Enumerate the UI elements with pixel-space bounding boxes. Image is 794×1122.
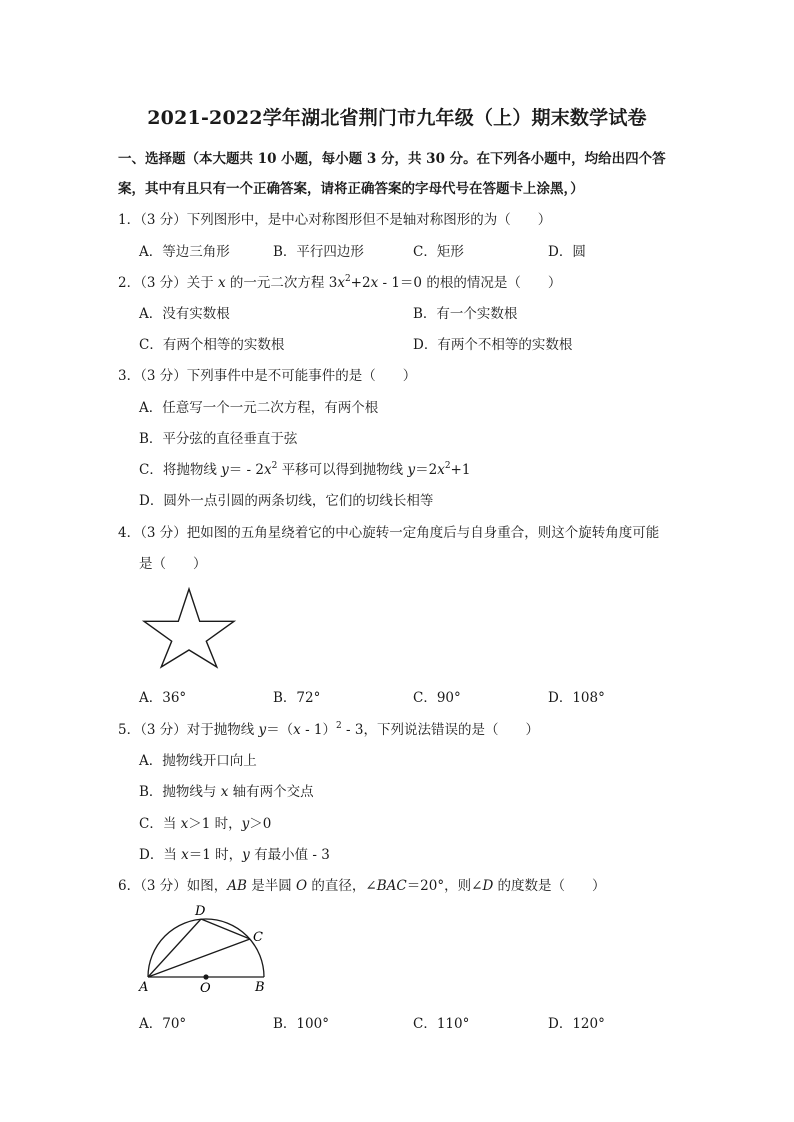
page-title: 2021-2022学年湖北省荆门市九年级（上）期末数学试卷 <box>147 107 647 129</box>
q4-option-c: C．90° <box>413 690 461 706</box>
q1-option-c: C．矩形 <box>413 244 464 260</box>
q5-option-d: D．当 x＝1 时，y 有最小值 - 3 <box>139 847 330 863</box>
q6-option-d: D．120° <box>548 1016 605 1032</box>
question-3-stem: 3．（3 分）下列事件中是不可能事件的是（ ） <box>118 368 417 384</box>
q6-option-b: B．100° <box>273 1016 329 1032</box>
question-1-stem: 1．（3 分）下列图形中，是中心对称图形但不是轴对称图形的为（ ） <box>118 212 552 228</box>
q3-option-c: C．将抛物线 $y= - 2x^2$ 平移可以得到抛物线 $y=2x^2+1$ <box>139 461 471 478</box>
label-d: D <box>195 904 206 919</box>
q3-option-a: A．任意写一个一元二次方程，有两个根 <box>139 400 379 416</box>
question-4-stem-line2: 是（ ） <box>139 556 207 572</box>
question-6-stem: 6．（3 分）如图，AB 是半圆 O 的直径，∠BAC＝20°，则∠D 的度数是（ ） <box>118 878 606 894</box>
q6-option-c: C．110° <box>413 1016 470 1032</box>
q3-option-d: D．圆外一点引圆的两条切线，它们的切线长相等 <box>139 493 434 509</box>
q2-option-d: D．有两个不相等的实数根 <box>413 337 573 353</box>
q4-option-d: D．108° <box>548 690 605 706</box>
chord-ac <box>148 939 250 977</box>
label-o: O <box>200 981 211 996</box>
q2-option-c: C．有两个相等的实数根 <box>139 337 285 353</box>
q2-option-b: B．有一个实数根 <box>413 306 518 322</box>
question-2-stem: 2．（3 分）关于 x 的一元二次方程 $3x^2+2x - 1=0$ 的根的情况是（ ） <box>118 274 562 291</box>
q1-option-d: D．圆 <box>548 244 586 260</box>
star-outline <box>144 589 234 667</box>
five-pointed-star-figure <box>138 586 238 670</box>
q6-option-a: A．70° <box>139 1016 187 1032</box>
semicircle-figure <box>132 904 278 996</box>
q5-option-c: C．当 x＞1 时，y＞0 <box>139 816 272 832</box>
q1-option-a: A．等边三角形 <box>139 244 230 260</box>
q5-option-b: B．抛物线与 x 轴有两个交点 <box>139 784 314 800</box>
label-c: C <box>253 930 263 945</box>
q5-option-a: A．抛物线开口向上 <box>139 753 257 769</box>
question-4-stem-line1: 4．（3 分）把如图的五角星绕着它的中心旋转一定角度后与自身重合，则这个旋转角度可能 <box>118 525 660 541</box>
q3-option-b: B．平分弦的直径垂直于弦 <box>139 431 298 447</box>
question-5-stem: 5．（3 分）对于抛物线 y＝（x - 1）$^2$ - 3，下列说法错误的是（ ） <box>118 721 539 738</box>
label-b: B <box>255 980 265 995</box>
q1-option-b: B．平行四边形 <box>273 244 364 260</box>
q2-option-a: A．没有实数根 <box>139 306 230 322</box>
q4-option-a: A．36° <box>139 690 187 706</box>
center-point-o <box>203 974 208 979</box>
section-heading-line1: 一、选择题（本大题共 10 小题，每小题 3 分，共 30 分。在下列各小题中，均给出四个答 <box>118 151 666 167</box>
q4-option-b: B．72° <box>273 690 321 706</box>
section-heading-line2: 案，其中有且只有一个正确答案，请将正确答案的字母代号在答题卡上涂黑，） <box>118 181 584 197</box>
semicircle-arc <box>148 919 264 977</box>
label-a: A <box>139 980 149 995</box>
